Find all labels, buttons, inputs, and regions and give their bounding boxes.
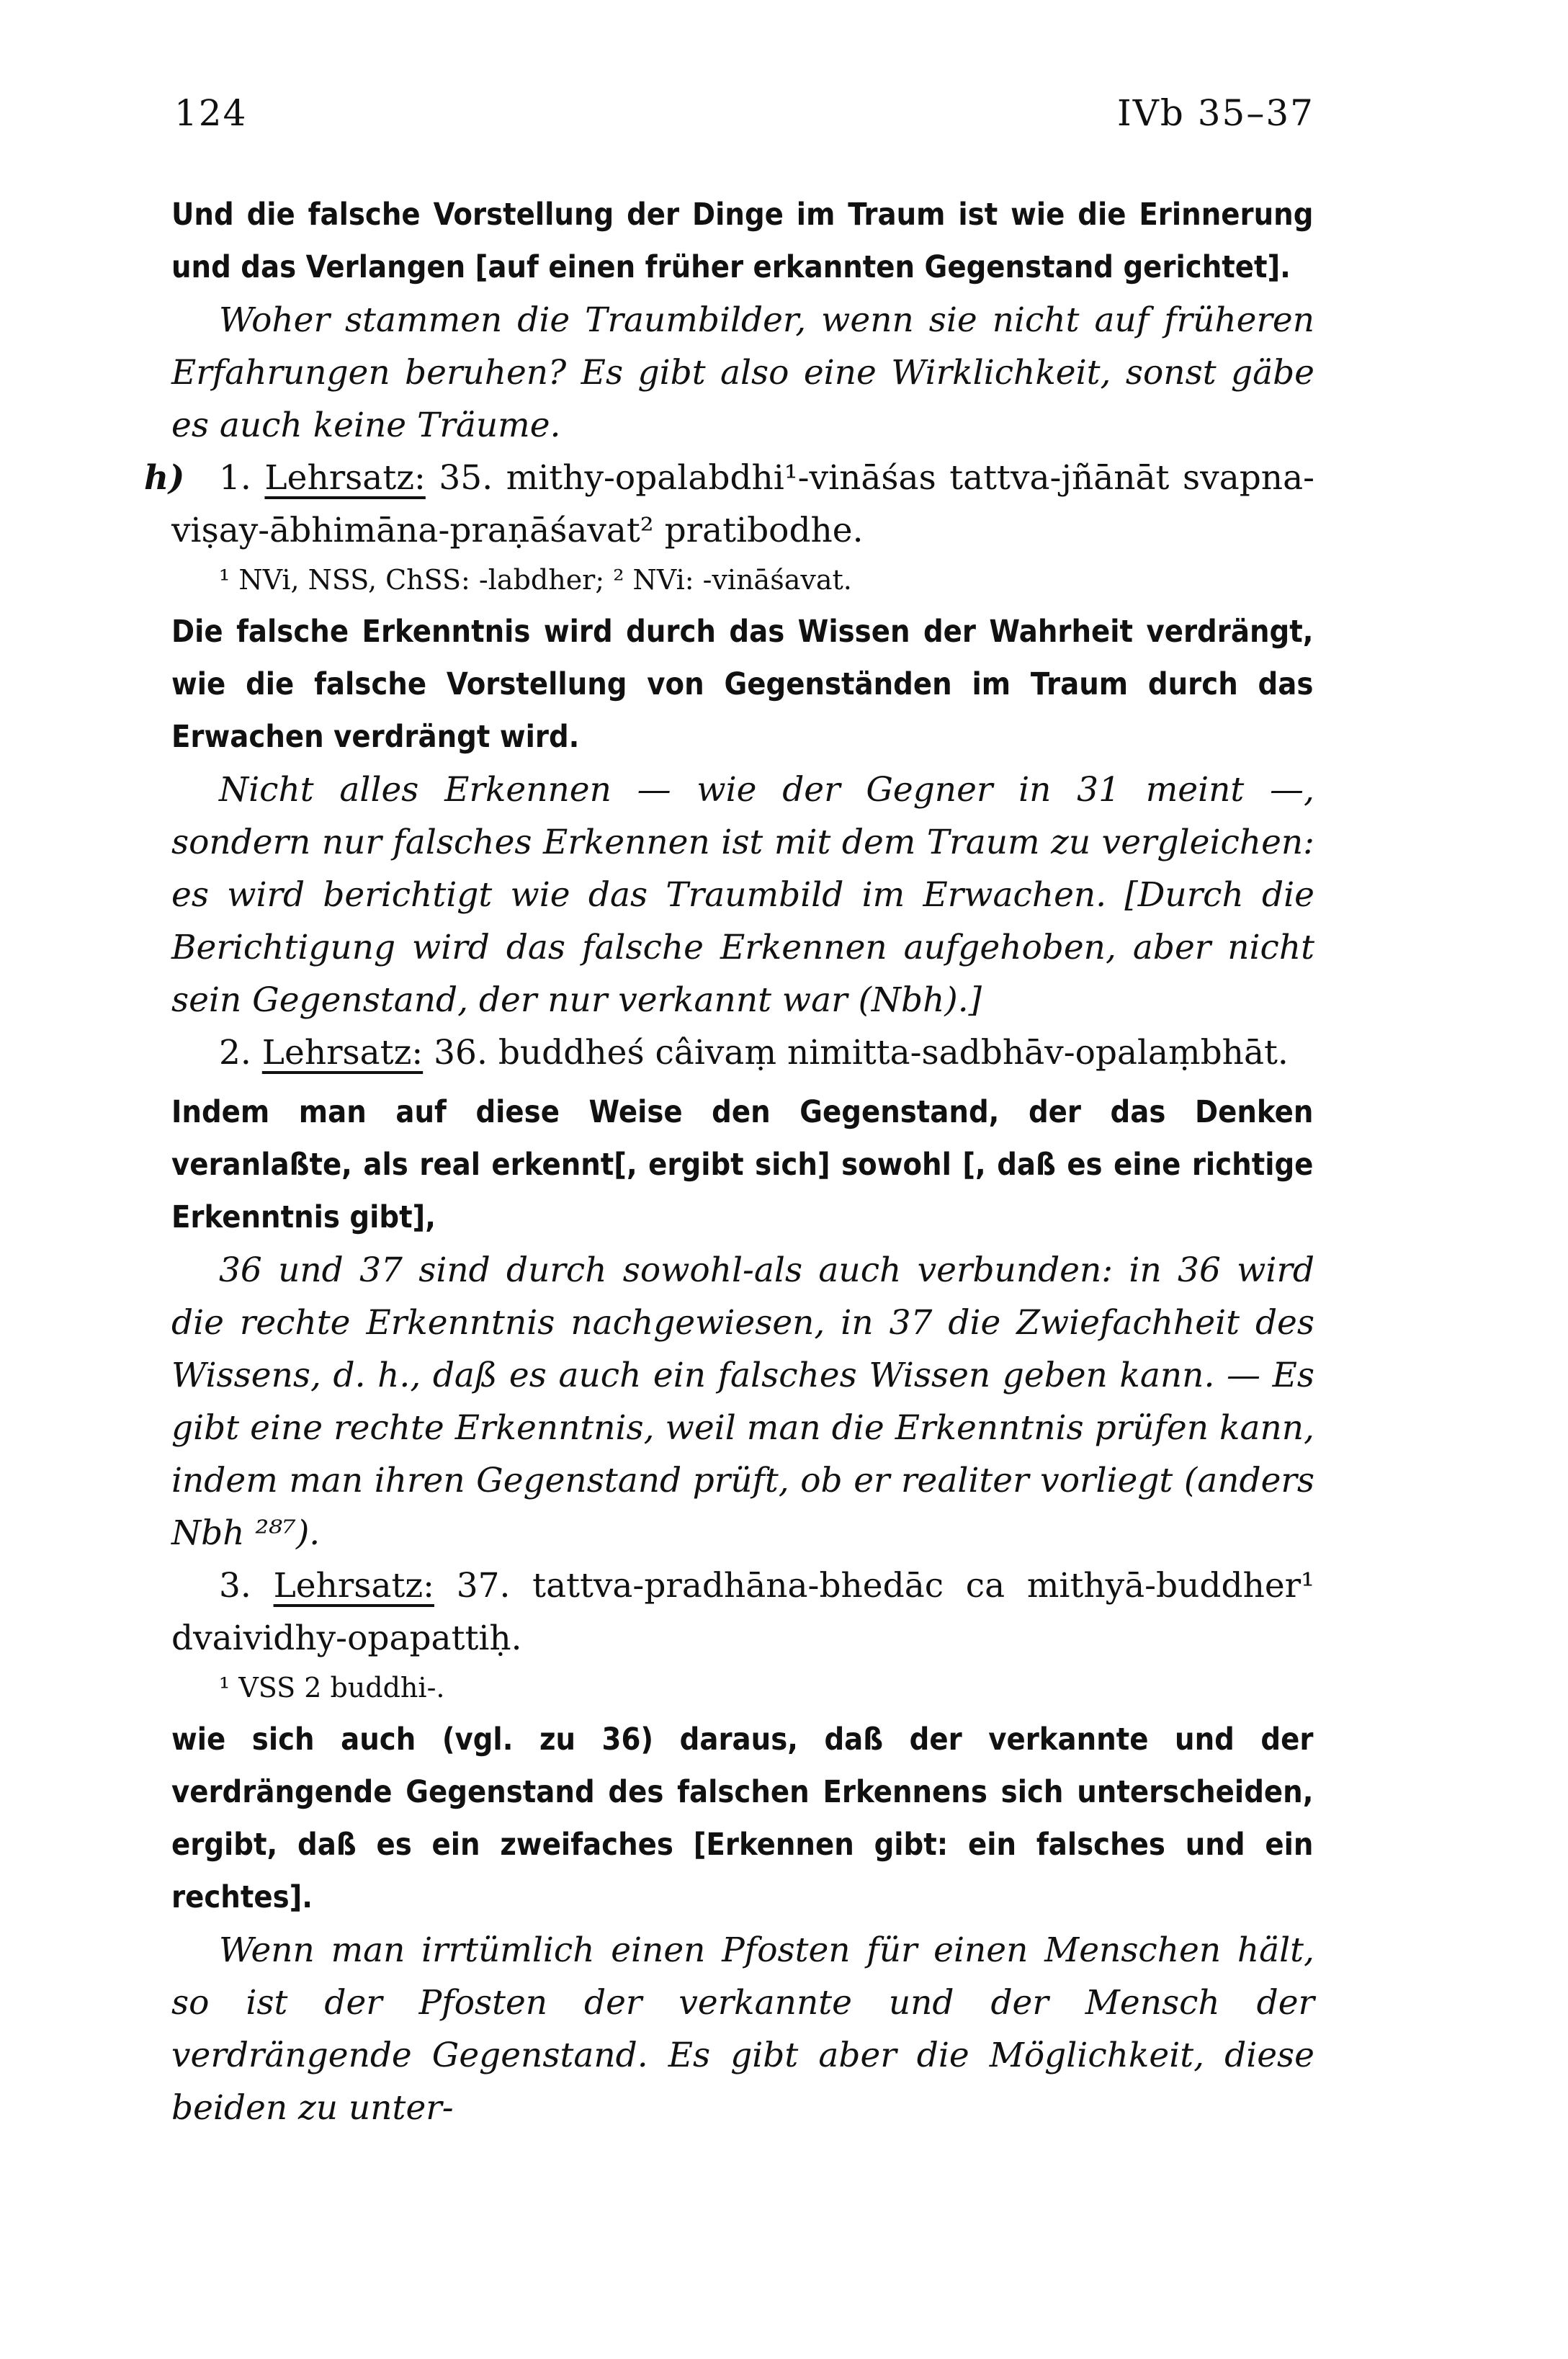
sutra-35: [144, 452, 1314, 557]
sutra-number: 2.: [219, 1033, 251, 1073]
commentary-paragraph-3: 36 und 37 sind durch sowohl-als auch verbunden: in 36 wird die rechte Erkenntnis nachgewiesen, in 37 die Zwiefachheit des Wissens, d. h., daß es auch ein falsches Wissen geben kann. — Es gibt eine rechte Erkenntnis, weil man die Erkenntnis prüfen kann, indem man ihren Gegenstand prüft, ob er realiter vorliegt (anders Nbh ²⁸⁷).: [171, 1250, 1314, 1553]
lehrsatz-label: Lehrsatz:: [261, 1033, 424, 1073]
commentary-paragraph-2: Nicht alles Erkennen — wie der Gegner in 31 meint —, sondern nur falsches Erkennen ist mit dem Traum zu vergleichen: es wird berichtigt wie das Traumbild im Erwachen. [Durch die Berichtigung wird das falsche Erkennen aufgehoben, aber nicht sein Gegenstand, der nur verkannt war (Nbh).]: [171, 770, 1314, 1020]
translation-paragraph-2: Die falsche Erkenntnis wird durch das Wissen der Wahrheit verdrängt, wie die falsche Vorstellung von Gegenständen im Traum durch das Erwachen verdrängt wird.: [171, 614, 1314, 755]
footnote-2: ¹ VSS 2 buddhi-.: [219, 1672, 445, 1704]
page-body: [144, 189, 1314, 2134]
sutra-text: 35. mithy-opalabdhi¹-vināśas tattva-jñānāt svapna-viṣay-ābhimāna-praṇāśavat² pratibodhe.: [171, 458, 1314, 550]
sutra-text: 37. tattva-pradhāna-bhedāc ca mithyā-buddher¹ dvaividhy-opapattiḥ.: [171, 1566, 1314, 1658]
commentary-paragraph-1: Woher stammen die Traumbilder, wenn sie nicht auf früheren Erfahrungen beruhen? Es gibt also eine Wirklichkeit, sonst gäbe es auch keine Träume.: [171, 300, 1314, 445]
lehrsatz-label: Lehrsatz:: [264, 458, 426, 498]
lehrsatz-label: Lehrsatz:: [273, 1566, 434, 1606]
sutra-37: [171, 1559, 1314, 1665]
section-marker: h): [144, 458, 185, 498]
sutra-36: [171, 1026, 1314, 1079]
sutra-number: 1.: [219, 458, 251, 498]
translation-paragraph-3: Indem man auf diese Weise den Gegenstand, der das Denken veranlaßte, als real erkennt[, ergibt sich] sowohl [, daß es eine richtige Erkenntnis gibt],: [171, 1094, 1314, 1235]
commentary-paragraph-4: Wenn man irrtümlich einen Pfosten für einen Menschen hält, so ist der Pfosten der verkannte und der Mensch der verdrängende Gegenstand. Es gibt aber die Möglichkeit, diese beiden zu unter-: [171, 1930, 1314, 2128]
sutra-number: 3.: [219, 1566, 251, 1606]
page-number: 124: [174, 92, 248, 134]
translation-paragraph-1: Und die falsche Vorstellung der Dinge im Traum ist wie die Erinnerung und das Verlangen [auf einen früher erkannten Gegenstand gerichtet].: [171, 197, 1314, 285]
footnote-1: ¹ NVi, NSS, ChSS: -labdher; ² NVi: -vināśavat.: [219, 564, 852, 596]
translation-paragraph-4: wie sich auch (vgl. zu 36) daraus, daß der verkannte und der verdrängende Gegenstand des falschen Erkennens sich unterscheiden, ergibt, daß es ein zweifaches [Erkennen gibt: ein falsches und ein rechtes].: [171, 1722, 1314, 1915]
sutra-text: 36. buddheś câivaṃ nimitta-sadbhāv-opalaṃbhāt.: [434, 1033, 1289, 1073]
section-reference: IVb 35–37: [1116, 92, 1314, 134]
page-header: [174, 92, 1314, 150]
